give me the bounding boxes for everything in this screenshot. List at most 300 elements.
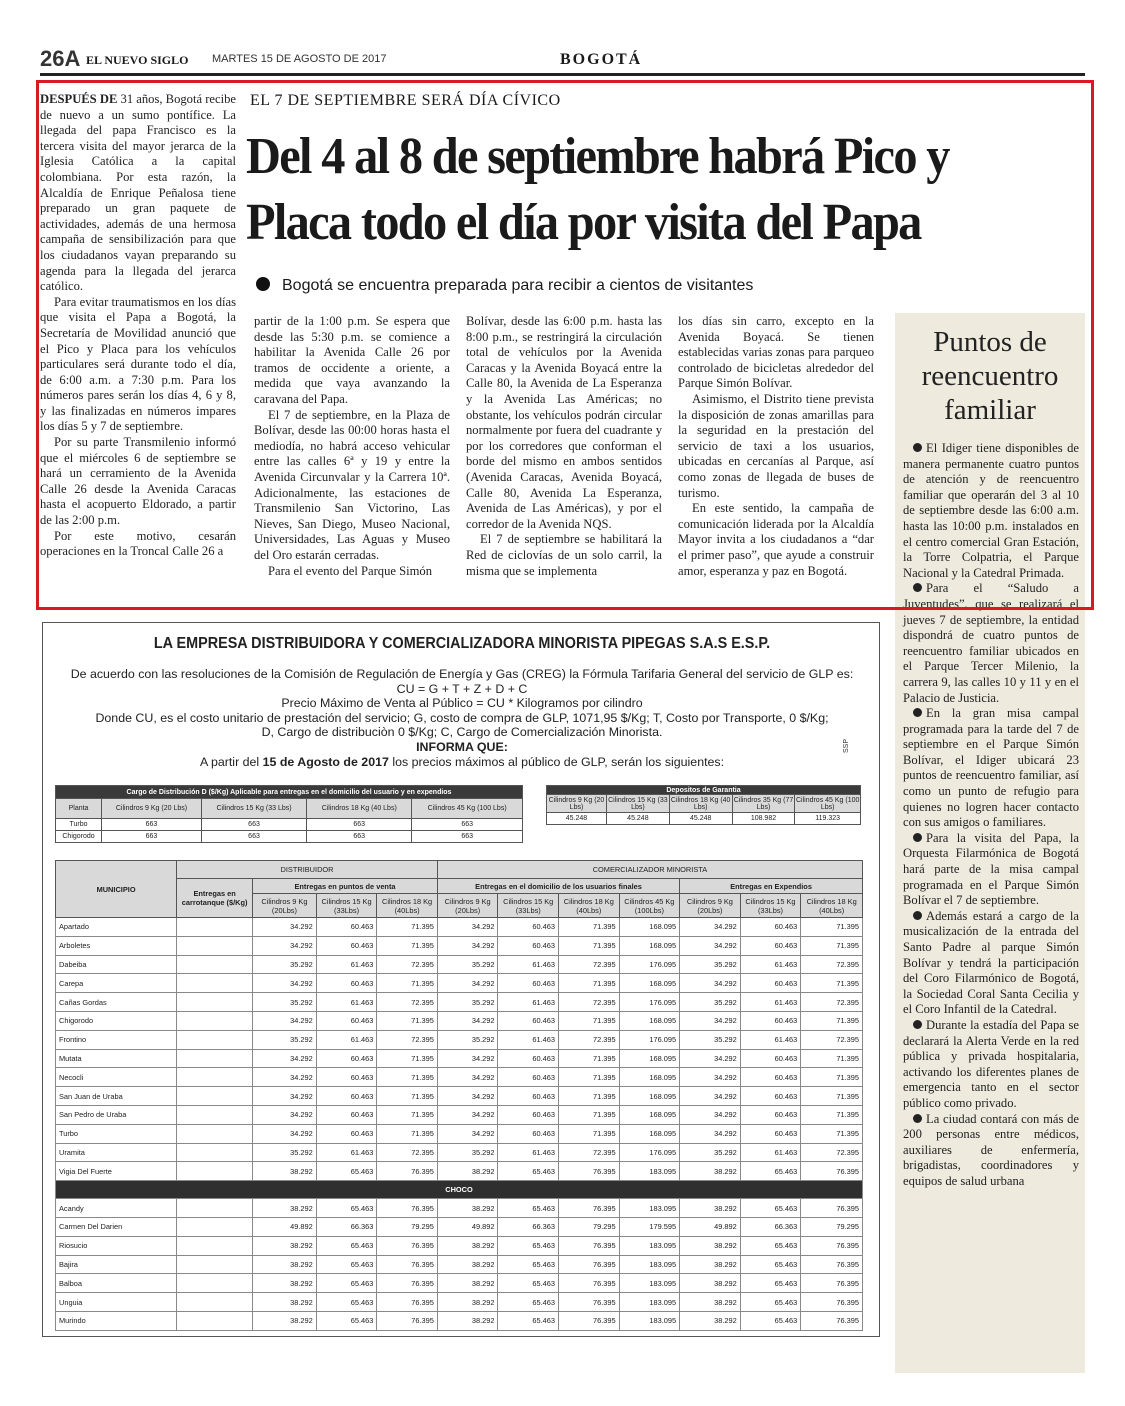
section-name: BOGOTÁ <box>560 51 643 68</box>
price-cell <box>177 1217 253 1236</box>
price-cell: 38.292 <box>680 1255 741 1274</box>
price-cell <box>177 1124 253 1143</box>
municipio-cell: Bajira <box>56 1255 177 1274</box>
price-cell: 35.292 <box>253 993 317 1012</box>
paragraph: los días sin carro, excepto en la Avenida Boyacá. Se tienen establecidas varias zonas para parqueo controlado de bicicletas alrededor del Parque Simón Bolívar. <box>678 314 874 391</box>
municipio-cell: Uramita <box>56 1143 177 1162</box>
notice-text-fragment: A partir del <box>199 754 260 769</box>
price-cell: 60.463 <box>740 1011 801 1030</box>
cylinder-header: Cilindros 15 Kg (33Lbs) <box>498 894 559 918</box>
price-cell: 71.395 <box>559 1124 620 1143</box>
price-cell: 38.292 <box>437 1236 498 1255</box>
price-cell: 65.463 <box>740 1255 801 1274</box>
notice-effective-date: 15 de Agosto de 2017 <box>262 754 389 769</box>
article-column-4 <box>678 314 874 579</box>
municipio-cell: Balboa <box>56 1274 177 1293</box>
sidebar-item-text: Además estará a cargo de la musicalización de la entrada del Santo Padre al parque Simón Bolívar y tendrá la participación del Coro Filarmónico de Bogotá, la Sociedad Coral Santa Cecilia y el Coro Infantil de la Catedral. <box>903 908 1079 1017</box>
price-cell: 34.292 <box>437 1068 498 1087</box>
paragraph: El 7 de septiembre, en la Plaza de Bolívar, desde las 00:00 horas hasta el mediodía, no habrá acceso vehicular entre las calles 6ª y 19 y entre la Avenida Circunvalar y la Carrera 10ª. Adicionalmente, las estaciones de Transmilenio San Victorino, Las Nieves, San Diego, Museo Nacional, Universidades, Las Aguas y Museo del Oro estarán cerradas. <box>254 407 450 562</box>
price-cell: 60.463 <box>498 1049 559 1068</box>
table-row <box>56 974 863 993</box>
price-cell: 176.095 <box>619 1030 680 1049</box>
price-cell: 183.095 <box>619 1162 680 1181</box>
municipio-cell: San Juan de Uraba <box>56 1087 177 1106</box>
paragraph: Para el evento del Parque Simón <box>268 563 433 578</box>
sidebar-item <box>903 909 1079 1018</box>
price-cell: 38.292 <box>253 1274 317 1293</box>
price-cell <box>177 955 253 974</box>
price-cell: 35.292 <box>680 993 741 1012</box>
price-cell <box>177 1236 253 1255</box>
price-cell: 72.395 <box>559 1030 620 1049</box>
price-cell: 72.395 <box>801 993 863 1012</box>
price-cell: 34.292 <box>437 974 498 993</box>
price-cell: 71.395 <box>377 1049 438 1068</box>
price-cell <box>177 974 253 993</box>
sidebar-item-text: En la gran misa campal programada para la tarde del 7 de septiembre en el Parque Simón Bolívar, el Idiger ubicará 23 puntos de reencuentro familiar, así como un punto de refugio para quienes no logren hacer contacto con sus amigos o familiares. <box>903 706 1079 830</box>
notice-line: De acuerdo con las resoluciones de la Comisión de Regulación de Energía y Gas (CREG) la Fórmula Tarifaria General del servicio de GLP es: <box>70 667 854 681</box>
price-cell: 76.395 <box>377 1236 438 1255</box>
price-cell: 60.463 <box>316 974 377 993</box>
cylinder-header: Cilindros 18 Kg (40Lbs) <box>377 894 438 918</box>
paragraph <box>40 529 236 560</box>
price-cell: 35.292 <box>253 1030 317 1049</box>
price-cell: 65.463 <box>498 1293 559 1312</box>
price-cell: 60.463 <box>316 918 377 937</box>
municipio-cell: Dabeiba <box>56 955 177 974</box>
price-cell: 49.892 <box>437 1217 498 1236</box>
notice-line: D, Cargo de distribuciòn 0 $/Kg; C, Cargo de Comercialización Minorista. <box>261 725 663 740</box>
header-puntos-venta: Entregas en puntos de venta <box>253 879 438 894</box>
paragraph <box>40 295 236 435</box>
price-cell: 66.363 <box>316 1217 377 1236</box>
price-cell: 72.395 <box>559 1143 620 1162</box>
bullet-icon <box>913 708 922 717</box>
price-cell: 60.463 <box>740 1124 801 1143</box>
cylinder-header: Cilindros 9 Kg (20Lbs) <box>253 894 317 918</box>
price-cell <box>177 1199 253 1218</box>
cylinder-header: Cilindros 15 Kg (33Lbs) <box>740 894 801 918</box>
price-cell: 60.463 <box>498 1011 559 1030</box>
column-header: Cilindros 45 Kg (100 Lbs) <box>412 799 523 819</box>
price-cell: 76.395 <box>801 1162 863 1181</box>
paragraph <box>40 435 236 529</box>
column-header: Cilindros 9 Kg (20 Lbs) <box>102 799 202 819</box>
price-cell: 38.292 <box>680 1293 741 1312</box>
table-cell: 663 <box>102 831 202 843</box>
price-cell: 35.292 <box>437 1143 498 1162</box>
price-cell: 35.292 <box>437 1030 498 1049</box>
price-cell: 168.095 <box>619 918 680 937</box>
article-column-3 <box>466 314 662 579</box>
price-cell: 35.292 <box>253 1143 317 1162</box>
sidebar-title: Puntos de reencuentro familiar <box>921 326 1059 426</box>
column-header: Cilindros 9 Kg (20 Lbs) <box>547 795 607 813</box>
price-cell: 38.292 <box>680 1311 741 1330</box>
choco-label: CHOCO <box>56 1181 863 1199</box>
cylinder-header: Cilindros 9 Kg (20Lbs) <box>437 894 498 918</box>
price-cell: 66.363 <box>740 1217 801 1236</box>
sidebar-item <box>903 1018 1079 1112</box>
table-title: Cargo de Distribución D ($/Kg) Aplicable para entregas en el domicilio del usuario y en expendios <box>56 786 523 799</box>
price-cell: 60.463 <box>740 1068 801 1087</box>
sidebar-item-text: Para el “Saludo a Juventudes”, que se realizará el jueves 7 de septiembre, la entidad dispondrá de cuatro puntos de reencuentro familiar ubicados en el Parque Tercer Milenio, la carrera 9, las calles 10 y 11 y en el Palacio de Justicia. <box>903 581 1079 705</box>
table-row <box>56 1311 863 1330</box>
price-cell: 176.095 <box>619 1143 680 1162</box>
price-cell: 168.095 <box>619 1124 680 1143</box>
price-cell: 76.395 <box>377 1311 438 1330</box>
sidebar-item <box>903 706 1079 831</box>
article-column-1 <box>40 92 236 560</box>
notice-line: Precio Máximo de Venta al Público = CU * Kilogramos por cilindro <box>281 696 643 711</box>
municipio-cell: Carepa <box>56 974 177 993</box>
table-row <box>56 1217 863 1236</box>
price-cell: 65.463 <box>498 1199 559 1218</box>
price-cell: 60.463 <box>498 1068 559 1087</box>
price-cell: 71.395 <box>801 918 863 937</box>
municipio-cell: Cañas Gordas <box>56 993 177 1012</box>
price-cell: 76.395 <box>559 1293 620 1312</box>
price-cell: 34.292 <box>680 974 741 993</box>
price-cell: 71.395 <box>801 1011 863 1030</box>
price-cell: 76.395 <box>559 1255 620 1274</box>
sidebar-item-text: Durante la estadía del Papa se declarará la Alerta Verde en la red pública y privada hospitalaria, activando los diferentes planes de emergencia tanto en el sector público como privado. <box>903 1017 1079 1110</box>
table-row <box>56 1274 863 1293</box>
price-cell: 60.463 <box>498 918 559 937</box>
price-cell: 60.463 <box>316 1049 377 1068</box>
price-cell: 71.395 <box>377 1105 438 1124</box>
column-header: Planta <box>56 799 102 819</box>
ssp-logo: SSP <box>843 738 850 753</box>
price-cell: 60.463 <box>498 1124 559 1143</box>
price-cell: 34.292 <box>253 936 317 955</box>
price-cell: 34.292 <box>253 1068 317 1087</box>
price-cell: 60.463 <box>316 1124 377 1143</box>
price-cell: 65.463 <box>740 1311 801 1330</box>
bullet-icon <box>913 833 922 842</box>
price-cell: 72.395 <box>559 955 620 974</box>
price-cell: 60.463 <box>316 1087 377 1106</box>
price-cell: 168.095 <box>619 974 680 993</box>
price-cell: 76.395 <box>377 1162 438 1181</box>
guarantee-deposit-table <box>546 785 861 825</box>
table-row <box>56 1199 863 1218</box>
price-cell: 76.395 <box>377 1274 438 1293</box>
municipio-cell: Chigorodo <box>56 1011 177 1030</box>
price-cell: 38.292 <box>253 1311 317 1330</box>
paragraph-text: Para evitar traumatismos en los días que visita el Papa a Bogotá, la Secretaría de Movilidad anunció que el Pico y Placa para los vehículos particulares será durante todo el día, de 6:00 a.m. a 7:30 p.m. Para los números pares serán los días 4, 6 y 8, y las finalizadas en números impares los días 5 y 7 de septiembre. <box>40 294 236 434</box>
price-cell: 34.292 <box>437 1011 498 1030</box>
price-cell: 65.463 <box>316 1274 377 1293</box>
price-cell: 38.292 <box>680 1274 741 1293</box>
price-cell <box>177 1011 253 1030</box>
price-cell: 34.292 <box>680 1105 741 1124</box>
price-cell: 60.463 <box>740 1105 801 1124</box>
price-cell: 61.463 <box>498 993 559 1012</box>
municipio-cell: Acandy <box>56 1199 177 1218</box>
price-cell: 65.463 <box>740 1162 801 1181</box>
price-cell: 71.395 <box>559 918 620 937</box>
price-cell: 76.395 <box>801 1255 863 1274</box>
price-cell: 76.395 <box>801 1236 863 1255</box>
price-cell: 76.395 <box>559 1236 620 1255</box>
subhead-text: Bogotá se encuentra preparada para recibir a cientos de visitantes <box>282 277 754 294</box>
price-cell: 61.463 <box>498 1030 559 1049</box>
price-cell: 35.292 <box>680 1030 741 1049</box>
table-cell: 119.323 <box>795 813 861 825</box>
price-cell <box>177 993 253 1012</box>
price-cell: 34.292 <box>253 1049 317 1068</box>
price-cell: 61.463 <box>740 1143 801 1162</box>
price-cell: 34.292 <box>437 1087 498 1106</box>
sidebar-item-text: Para la visita del Papa, la Orquesta Filarmónica de Bogotá hará parte de la misa campal programada en el Parque Simón Bolívar el 7 de septiembre. <box>903 830 1079 908</box>
page-header <box>40 46 1085 76</box>
price-cell: 38.292 <box>680 1236 741 1255</box>
price-cell: 71.395 <box>559 1049 620 1068</box>
price-cell: 60.463 <box>498 1105 559 1124</box>
price-cell <box>177 1087 253 1106</box>
price-cell <box>177 1068 253 1087</box>
column-header: Cilindros 15 Kg (33 Lbs) <box>608 796 668 811</box>
price-cell: 72.395 <box>801 955 863 974</box>
price-cell: 49.892 <box>680 1217 741 1236</box>
price-cell: 71.395 <box>559 1087 620 1106</box>
price-cell <box>177 1293 253 1312</box>
municipio-cell: Carmen Del Darien <box>56 1217 177 1236</box>
price-cell: 71.395 <box>377 918 438 937</box>
price-cell: 60.463 <box>498 936 559 955</box>
paragraph-text: Por su parte Transmilenio informó que el miércoles 6 de septiembre se hará un cerramiento de la Avenida Calle 26 desde la Avenida Caracas hasta el acopuerto Eldorado, a partir de las 2:00 p.m. <box>40 435 236 528</box>
lead-words: DESPUÉS DE <box>40 92 118 106</box>
price-cell: 65.463 <box>740 1274 801 1293</box>
municipio-cell: Unguia <box>56 1293 177 1312</box>
bullet-icon <box>913 583 922 592</box>
price-cell: 183.095 <box>619 1311 680 1330</box>
notice-text-fragment: los precios máximos al público de GLP, serán los siguientes: <box>392 754 725 769</box>
column-header: Cilindros 45 Kg (100 Lbs) <box>795 796 860 811</box>
table-row <box>56 993 863 1012</box>
paragraph-text: Por este motivo, cesarán operaciones en la Troncal Calle 26 a <box>40 528 236 559</box>
table-row <box>56 1068 863 1087</box>
price-cell: 60.463 <box>740 974 801 993</box>
header-distribuidor: DISTRIBUIDOR <box>177 861 438 879</box>
price-cell: 38.292 <box>437 1293 498 1312</box>
price-cell: 35.292 <box>437 993 498 1012</box>
price-cell: 71.395 <box>801 974 863 993</box>
price-cell: 38.292 <box>437 1199 498 1218</box>
price-cell: 71.395 <box>801 1124 863 1143</box>
price-cell: 34.292 <box>437 1049 498 1068</box>
price-cell: 34.292 <box>680 1068 741 1087</box>
table-row <box>56 1293 863 1312</box>
table-row <box>56 1049 863 1068</box>
price-cell <box>177 936 253 955</box>
price-cell: 168.095 <box>619 1087 680 1106</box>
municipio-cell: Apartado <box>56 918 177 937</box>
table-cell: 663 <box>412 819 523 831</box>
price-cell: 35.292 <box>437 955 498 974</box>
notice-line: Donde CU, es el costo unitario de prestación del servicio; G, costo de compra de GLP, 1071,95 $/Kg; T, Costo por Transporte, 0 $/Kg; <box>95 710 829 725</box>
table-cell: 663 <box>307 831 412 843</box>
price-cell <box>177 1162 253 1181</box>
header-comercializador: COMERCIALIZADOR MINORISTA <box>437 861 862 879</box>
price-cell: 71.395 <box>377 1124 438 1143</box>
table-row <box>56 831 523 843</box>
price-cell: 71.395 <box>801 1105 863 1124</box>
price-cell: 34.292 <box>253 1124 317 1143</box>
price-cell: 71.395 <box>801 1049 863 1068</box>
price-cell: 72.395 <box>377 1030 438 1049</box>
municipio-cell: Arboletes <box>56 936 177 955</box>
price-cell <box>177 1105 253 1124</box>
price-cell: 35.292 <box>680 955 741 974</box>
price-cell: 183.095 <box>619 1293 680 1312</box>
publication-date: MARTES 15 DE AGOSTO DE 2017 <box>212 53 387 65</box>
price-cell: 34.292 <box>680 936 741 955</box>
price-cell: 61.463 <box>316 993 377 1012</box>
municipio-cell: Frontino <box>56 1030 177 1049</box>
price-cell: 34.292 <box>253 974 317 993</box>
price-cell: 71.395 <box>377 1087 438 1106</box>
price-cell <box>177 1049 253 1068</box>
notice-text <box>43 667 881 769</box>
price-cell: 35.292 <box>680 1143 741 1162</box>
notice-date-line <box>43 755 881 770</box>
table-cell: 45.248 <box>669 813 732 825</box>
price-cell: 71.395 <box>377 1068 438 1087</box>
price-cell: 79.295 <box>559 1217 620 1236</box>
price-cell: 65.463 <box>498 1274 559 1293</box>
price-cell: 60.463 <box>316 936 377 955</box>
price-cell: 71.395 <box>559 1068 620 1087</box>
cylinder-header: Cilindros 45 Kg (100Lbs) <box>619 894 680 918</box>
price-cell: 76.395 <box>801 1199 863 1218</box>
price-cell <box>177 1255 253 1274</box>
price-cell: 79.295 <box>801 1217 863 1236</box>
cylinder-header: Cilindros 18 Kg (40Lbs) <box>559 894 620 918</box>
price-cell: 34.292 <box>437 1105 498 1124</box>
bullet-icon <box>913 1020 922 1029</box>
table-title: Depositos de Garantia <box>547 786 861 795</box>
price-cell: 49.892 <box>253 1217 317 1236</box>
sidebar-item <box>903 581 1079 706</box>
price-cell: 60.463 <box>498 974 559 993</box>
table-row <box>56 819 523 831</box>
table-cell: 663 <box>102 819 202 831</box>
municipio-cell: Vigia Del Fuerte <box>56 1162 177 1181</box>
price-cell: 79.295 <box>377 1217 438 1236</box>
price-cell: 168.095 <box>619 1105 680 1124</box>
price-cell: 76.395 <box>377 1255 438 1274</box>
price-cell: 34.292 <box>253 918 317 937</box>
table-row <box>56 1105 863 1124</box>
column-header: Cilindros 18 Kg (40 Lbs) <box>307 799 412 819</box>
table-row <box>56 1011 863 1030</box>
bullet-icon <box>913 443 922 452</box>
header-expendios: Entregas en Expendios <box>680 879 863 894</box>
price-cell: 38.292 <box>253 1293 317 1312</box>
table-cell: 663 <box>201 831 306 843</box>
price-cell: 183.095 <box>619 1274 680 1293</box>
price-cell: 76.395 <box>377 1293 438 1312</box>
price-cell: 38.292 <box>437 1274 498 1293</box>
header-carrotanque: Entregas en carrotanque ($/Kg) <box>177 879 253 918</box>
price-cell: 34.292 <box>253 1087 317 1106</box>
price-cell: 34.292 <box>437 918 498 937</box>
price-cell: 76.395 <box>559 1274 620 1293</box>
price-cell: 71.395 <box>559 974 620 993</box>
price-cell: 65.463 <box>740 1236 801 1255</box>
bullet-icon <box>913 1114 922 1123</box>
municipio-cell: Necocli <box>56 1068 177 1087</box>
table-row <box>56 1255 863 1274</box>
price-cell: 183.095 <box>619 1236 680 1255</box>
price-cell: 76.395 <box>801 1293 863 1312</box>
price-cell: 183.095 <box>619 1199 680 1218</box>
price-cell: 34.292 <box>437 936 498 955</box>
price-cell: 65.463 <box>316 1293 377 1312</box>
price-cell: 60.463 <box>740 936 801 955</box>
publication-name: EL NUEVO SIGLO <box>86 53 189 67</box>
municipio-cell: Murindo <box>56 1311 177 1330</box>
price-cell: 71.395 <box>801 1068 863 1087</box>
price-cell: 34.292 <box>680 1087 741 1106</box>
price-cell: 60.463 <box>316 1068 377 1087</box>
price-cell <box>177 1030 253 1049</box>
price-cell: 72.395 <box>377 1143 438 1162</box>
price-cell: 183.095 <box>619 1255 680 1274</box>
price-cell: 71.395 <box>801 936 863 955</box>
price-cell: 61.463 <box>316 955 377 974</box>
price-cell: 61.463 <box>740 955 801 974</box>
price-cell: 34.292 <box>437 1124 498 1143</box>
pipegas-notice <box>42 622 880 1337</box>
article-subhead <box>256 277 753 295</box>
price-cell: 38.292 <box>680 1162 741 1181</box>
price-cell: 65.463 <box>498 1236 559 1255</box>
header-municipio: MUNICIPIO <box>56 861 177 918</box>
municipio-cell: Turbo <box>56 1124 177 1143</box>
price-cell: 34.292 <box>680 1124 741 1143</box>
distribution-charge-table <box>55 785 523 843</box>
price-cell: 71.395 <box>559 936 620 955</box>
price-cell <box>177 1274 253 1293</box>
table-cell: 663 <box>412 831 523 843</box>
page-number: 26A <box>40 46 81 71</box>
price-cell: 38.292 <box>437 1162 498 1181</box>
price-cell: 168.095 <box>619 936 680 955</box>
price-cell: 61.463 <box>740 1030 801 1049</box>
price-cell <box>177 1311 253 1330</box>
price-cell: 60.463 <box>316 1105 377 1124</box>
table-row <box>56 1143 863 1162</box>
table-row <box>56 955 863 974</box>
price-cell: 168.095 <box>619 1049 680 1068</box>
price-cell: 71.395 <box>559 1011 620 1030</box>
price-cell: 34.292 <box>680 1011 741 1030</box>
cylinder-header: Cilindros 18 Kg (40Lbs) <box>801 894 863 918</box>
price-cell: 72.395 <box>801 1143 863 1162</box>
price-cell: 72.395 <box>559 993 620 1012</box>
paragraph: El 7 de septiembre se habilitará la Red de ciclovías de un solo carril, la misma que se implementa <box>466 532 662 578</box>
price-cell: 65.463 <box>316 1162 377 1181</box>
table-row <box>56 1087 863 1106</box>
price-cell: 76.395 <box>801 1274 863 1293</box>
article-column-2 <box>254 314 450 579</box>
price-cell: 61.463 <box>498 1143 559 1162</box>
price-cell: 34.292 <box>253 1105 317 1124</box>
paragraph-text: 31 años, Bogotá recibe de nuevo a un sumo pontífice. La llegada del papa Francisco es la tercera visita del mayor jerarca de la Iglesia Católica a la capital colombiana. Por esta razón, la Alcaldía de Enrique Peñalosa tiene preparado un gran paquete de actividades, además de una hermosa campaña de sensibilización para que los ciudadanos vayan preparando su agenda para la llegada del jerarca católico. <box>40 92 236 294</box>
